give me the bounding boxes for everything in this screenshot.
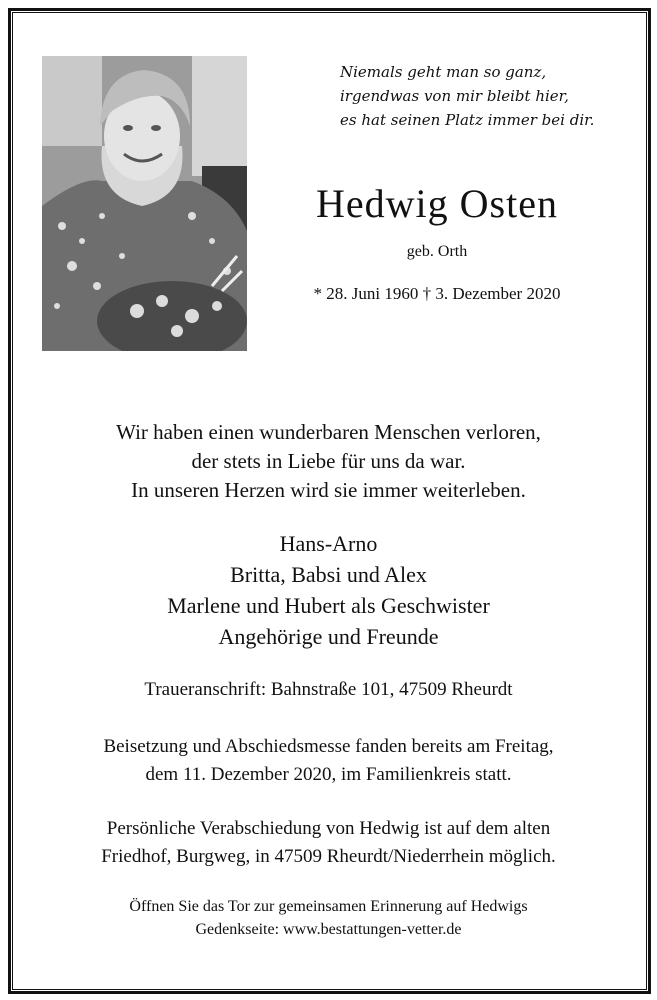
- poem-line: In unseren Herzen wird sie immer weiterleben.: [131, 478, 526, 502]
- poem-line: der stets in Liebe für uns da war.: [191, 449, 466, 473]
- motto-line: Niemals geht man so ganz,: [340, 63, 547, 81]
- farewell-notice: [20, 815, 637, 871]
- address-line: Traueranschrift: Bahnstraße 101, 47509 Rheurdt: [144, 679, 513, 700]
- poem-text: [20, 418, 637, 505]
- memorial-line: Öffnen Sie das Tor zur gemeinsamen Erinnerung auf Hedwigs: [129, 898, 528, 915]
- portrait-photo: [42, 56, 247, 351]
- deceased-name: Hedwig Osten: [316, 181, 558, 226]
- memorial-line: Gedenkseite: www.bestattungen-vetter.de: [195, 921, 462, 938]
- motto-line: irgendwas von mir bleibt hier,: [340, 87, 569, 105]
- motto-line: es hat seinen Platz immer bei dir.: [340, 111, 595, 129]
- burial-line: dem 11. Dezember 2020, im Familienkreis statt.: [145, 764, 512, 785]
- motto-quote: [340, 60, 620, 132]
- burial-line: Beisetzung und Abschiedsmesse fanden bereits am Freitag,: [103, 736, 554, 757]
- mourner-line: Britta, Babsi und Alex: [230, 562, 427, 587]
- farewell-line: Persönliche Verabschiedung von Hedwig ist auf dem alten: [106, 818, 551, 839]
- mourner-line: Angehörige und Freunde: [218, 624, 439, 649]
- memorial-page-notice: [20, 895, 637, 941]
- birth-name: geb. Orth: [406, 243, 468, 260]
- mourner-line: Marlene und Hubert als Geschwister: [167, 593, 490, 618]
- mourner-line: Hans-Arno: [279, 531, 378, 556]
- mourners-list: [20, 528, 637, 652]
- burial-notice: [20, 733, 637, 789]
- life-dates: * 28. Juni 1960 † 3. Dezember 2020: [313, 284, 561, 303]
- mourning-address: [20, 676, 637, 704]
- farewell-line: Friedhof, Burgweg, in 47509 Rheurdt/Niederrhein möglich.: [101, 846, 556, 867]
- poem-line: Wir haben einen wunderbaren Menschen verloren,: [116, 420, 541, 444]
